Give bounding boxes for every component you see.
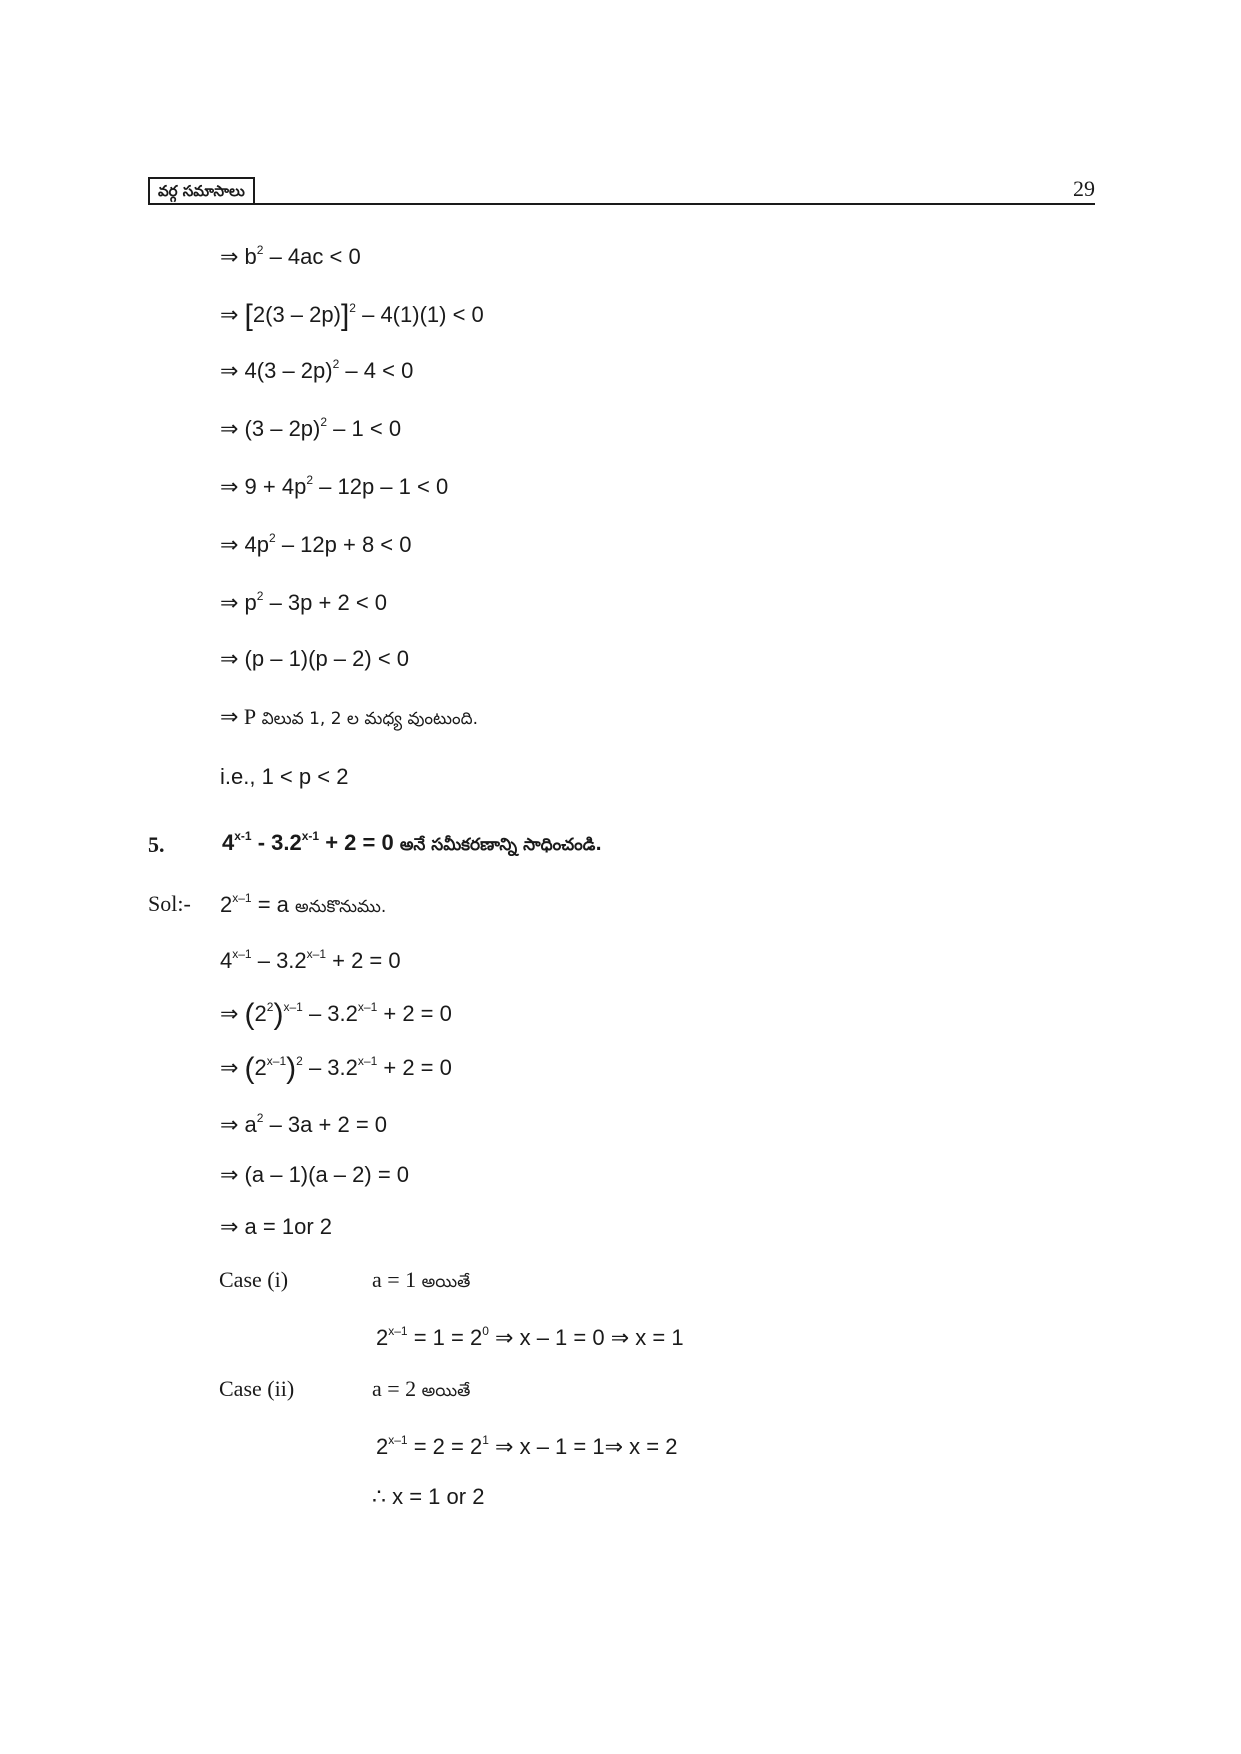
step-6: ⇒ $4p^2 - 12p + 8 < 0$ <box>220 531 412 557</box>
solution-line-4: ⇒ $a^2 - 3a + 2 = 0$ <box>220 1111 388 1137</box>
solution-let: $2^{x-1} = a$ అనుకొనుము. <box>220 891 387 917</box>
step-3: ⇒ 4(3 – 2p)$^2$ – 4 < 0 <box>220 357 414 383</box>
case-2-condition: a = 2 అయితే <box>372 1376 471 1401</box>
header-rule <box>148 203 1095 205</box>
step-1: ⇒ $b^2 - 4ac < 0$ <box>220 243 361 269</box>
step-7: ⇒ $p^2 - 3p + 2 < 0$ <box>220 589 388 615</box>
step-8: ⇒ (p – 1)(p – 2) < 0 <box>220 646 410 671</box>
chapter-title: వర్గ సమాసాలు <box>148 177 255 203</box>
question-number: 5. <box>148 832 165 857</box>
case-2-result: $2^{x-1} = 2 = 2^1$ ⇒ x – 1 = 1⇒ x = 2 <box>376 1433 678 1459</box>
step-4: ⇒ (3 – 2p)$^2$ – 1 < 0 <box>220 415 402 441</box>
question-text: $4^{x-1} - 3.2^{x-1} + 2 = 0$ అనే సమీకరణాన్ని సాధించండి. <box>222 829 602 855</box>
solution-line-1: $4^{x-1} - 3.2^{x-1} + 2 = 0$ <box>220 947 401 973</box>
solution-line-3: ⇒ $(2^{x-1})^2 - 3.2^{x-1} + 2 = 0$ <box>220 1052 452 1085</box>
step-9: ⇒ P విలువ 1, 2 ల మధ్య వుంటుంది. <box>220 704 479 729</box>
solution-line-5: ⇒ (a – 1)(a – 2) = 0 <box>220 1162 410 1187</box>
case-1-condition: a = 1 అయితే <box>372 1267 471 1292</box>
step-10: i.e., 1 < p < 2 <box>220 764 349 789</box>
step-2: ⇒ [2(3 – 2p)]$^2$ – 4(1)(1) < 0 <box>220 299 484 332</box>
solution-line-2: ⇒ $(2^2)^{x-1} - 3.2^{x-1} + 2 = 0$ <box>220 998 452 1031</box>
case-1-result: $2^{x-1} = 1 = 2^0$ ⇒ x – 1 = 0 ⇒ x = 1 <box>376 1324 684 1350</box>
solution-line-6: ⇒ a = 1or 2 <box>220 1214 332 1239</box>
case-2-label: Case (ii) <box>219 1376 295 1401</box>
page-number: 29 <box>1073 176 1095 201</box>
case-1-label: Case (i) <box>219 1267 289 1292</box>
step-5: ⇒ $9 + 4p^2 - 12p - 1 < 0$ <box>220 473 449 499</box>
solution-label: Sol:- <box>148 891 191 916</box>
final-answer: ∴ x = 1 or 2 <box>372 1484 485 1509</box>
